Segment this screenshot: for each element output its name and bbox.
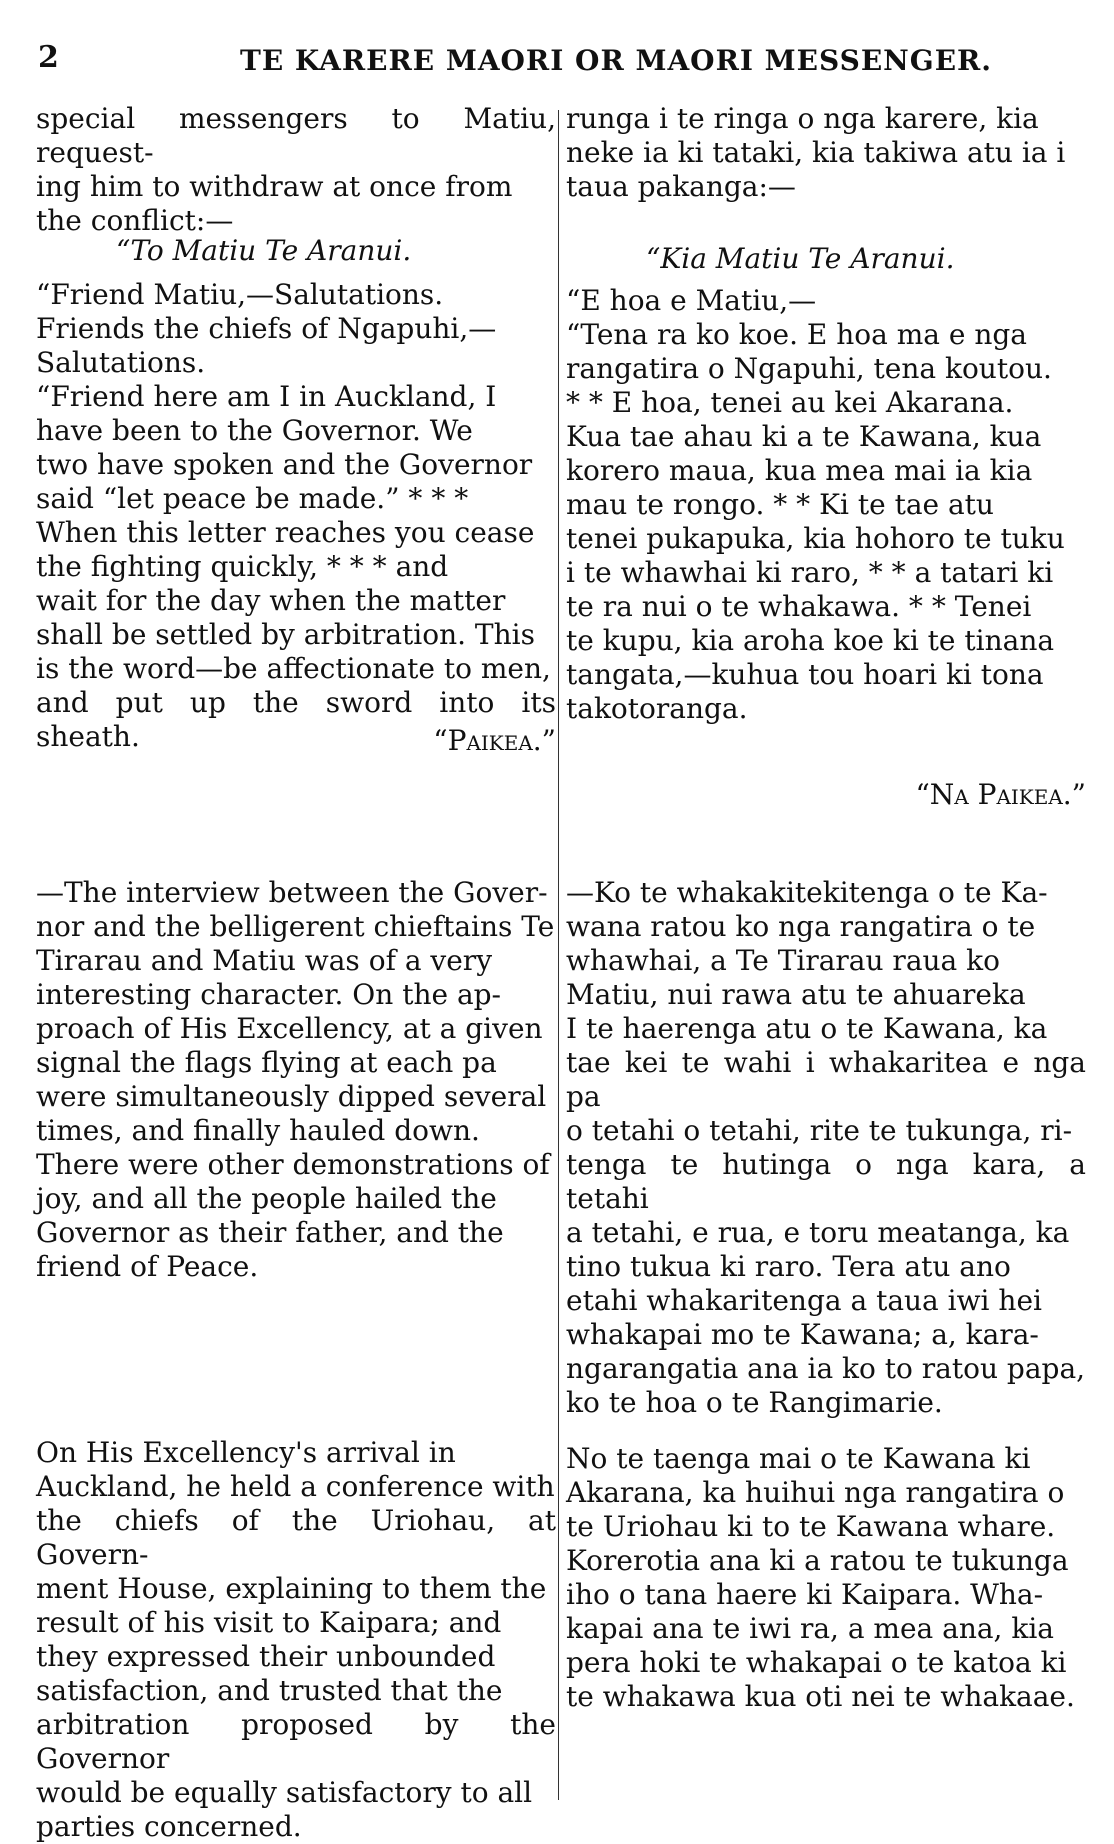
maori-arrival-paragraph: No te taenga mai o te Kawana ki Akarana, ka huihui nga rangatira o te Uriohau ki to te Kawana whare. Korerotia ana ki a ratou te tukunga iho o tana haere ki Kaipara. Wha- kapai ana te iwi ra, a mea ana, kia pera hoki te whakapai o te katoa ki te whakawa kua oti nei te whakaae. [566,1442,1075,1713]
maori-letter-signature: “Na Paikea.” [915,778,1086,811]
english-arrival-paragraph: On His Excellency's arrival in Auckland, he held a conference with the chiefs of the Uriohau, at Govern- ment House, explaining to them the result of his visit to Kaipara; and they expressed their unbounded satisfaction, and trusted that the arbitration proposed by the Governor would be equally satisfactory to all parties concerned. [36,1436,556,1843]
english-letter-signature: “Paikea.” [433,724,556,757]
english-interview-paragraph: —The interview between the Gover- nor and the belligerent chieftains Te Tirarau and Matiu was of a very interesting character. On the ap- proach of His Excellency, at a given signal the flags flying at each pa were simultaneously dipped several times, and finally hauled down. There were other demonstrations of joy, and all the people hailed the Governor as their father, and the friend of Peace. [36,876,555,1283]
page-header [0,40,1114,90]
maori-intro-paragraph: runga i te ringa o nga karere, kia neke ia ki tataki, kia takiwa atu ia i taua pakanga:— [566,102,1066,203]
maori-letter-body: “E hoa e Matiu,— “Tena ra ko koe. E hoa ma e nga rangatira o Ngapuhi, tena koutou. * * E hoa, tenei au kei Akarana. Kua tae ahau ki a te Kawana, kua korero maua, kua mea mai ia kia mau te rongo. * * Ki te tae atu tenei pukapuka, kia hohoro te tuku i te whawhai ki raro, * * a tatari ki te ra nui o te whakawa. * * Tenei te kupu, kia aroha koe ki te tinana tangata,—kuhua tou hoari ki tona takotoranga. [566,284,1065,725]
page-number: 2 [38,40,59,75]
maori-letter-address: “Kia Matiu Te Aranui. [646,242,955,275]
english-letter-address: “To Matiu Te Aranui. [116,234,412,267]
maori-interview-paragraph: —Ko te whakakitekitenga o te Ka- wana ratou ko nga rangatira o te whawhai, a Te Tirarau raua ko Matiu, nui rawa atu te ahuareka I te haerenga atu o te Kawana, ka tae kei te wahi i whakaritea e nga pa o tetahi o tetahi, rite te tukunga, ri- tenga te hutinga o nga kara, a tetahi a tetahi, e rua, e toru meatanga, ka tino tukua ki raro. Tera atu ano etahi whakaritenga a taua iwi hei whakapai mo te Kawana; a, kara- ngarangatia ana ia ko to ratou papa, ko te hoa o te Rangimarie. [566,876,1086,1419]
page-title: TE KARERE MAORI OR MAORI MESSENGER. [240,44,993,77]
english-intro-paragraph: special messengers to Matiu, request- ing him to withdraw at once from the conflict:— [36,102,556,237]
english-letter-body: “Friend Matiu,—Salutations. Friends the chiefs of Ngapuhi,— Salutations. “Friend here am I in Auckland, I have been to the Governor. We two have spoken and the Governor said “let peace be made.” * * * When this letter reaches you cease the fighting quickly, * * * and wait for the day when the matter shall be settled by arbitration. This is the word—be affectionate to men, and put up the sword into its sheath. [36,278,556,753]
column-divider [558,110,559,1800]
